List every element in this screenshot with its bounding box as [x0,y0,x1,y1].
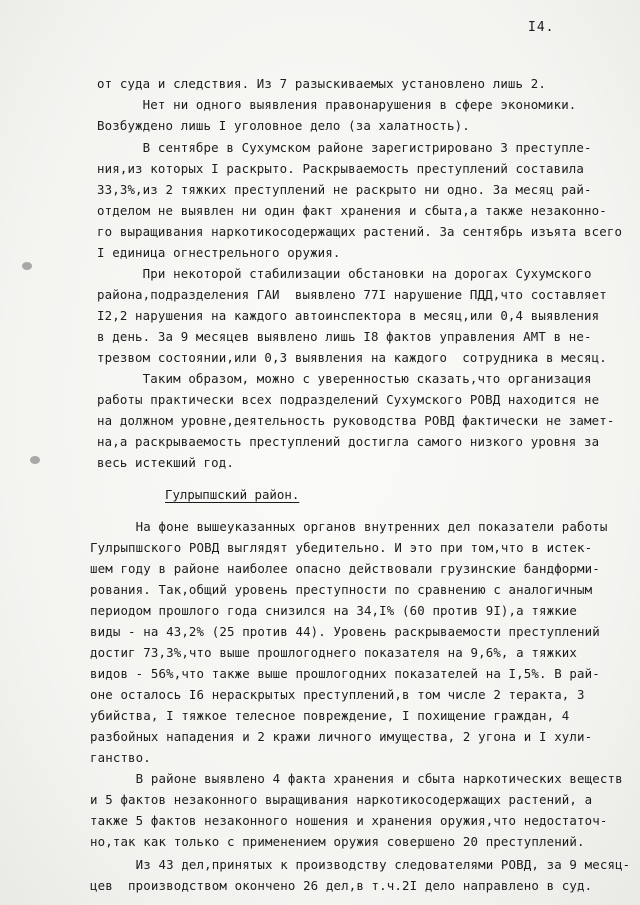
text-line: периодом прошлого года снизился на 34,I% (60 против 9I),а тяжкие [90,603,578,618]
text-line: В районе выявлено 4 факта хранения и сбыта наркотических веществ [90,771,623,786]
text-line: на,а раскрываемость преступлений достигла самого низкого уровня за [97,434,600,449]
text-line: виды - на 43,2% (25 против 44). Уровень раскрываемости преступлений [90,624,600,639]
text-line: убийства, I тяжкое телесное повреждение, I похищение граждан, 4 [90,708,570,723]
text-line: ганство. [90,750,151,765]
text-line: района,подразделения ГАИ выявлено 77I нарушение ПДД,что составляет [97,287,607,302]
text-line: но,так как только с применением оружия совершено 20 преступлений. [90,834,585,849]
text-line: I единица огнестрельного оружия. [97,245,341,260]
text-line: также 5 фактов незаконного ношения и хранения оружия,что недостаточ- [90,813,608,828]
text-line: Из 43 дел,принятых к производству следователями РОВД, за 9 месяц- [90,857,631,872]
text-line: 33,3%,из 2 тяжких преступлений не раскрыто ни одно. За месяц рай- [97,182,592,197]
text-line: на должном уровне,деятельность руководства РОВД фактически не замет- [97,413,615,428]
text-line: цев производством окончено 26 дел,в т.ч.2I дело направлено в суд. [90,878,593,893]
text-line: На фоне вышеуказанных органов внутренних дел показатели работы [90,519,608,534]
text-line: Таким образом, можно с уверенностью сказать,что организация [97,371,592,386]
text-line: в день. За 9 месяцев выявлено лишь I8 фактов управления АМТ в не- [97,329,592,344]
text-line: Нет ни одного выявления правонарушения в сфере экономики. [97,97,577,112]
text-line: трезвом состоянии,или 0,3 выявления на каждого сотрудника в месяц. [97,350,607,365]
text-line: разбойных нападения и 2 кражи личного имущества, 2 угона и I хули- [90,729,593,744]
text-line: оне осталось I6 нераскрытых преступлений,в том числе 2 теракта, 3 [90,687,585,702]
page-number: I4. [528,20,555,35]
binding-hole-mark [22,262,32,270]
section-heading: Гулрыпшский район. [165,487,300,502]
text-line: Гулрыпшского РОВД выглядят убедительно. И это при том,что в истек- [90,540,593,555]
binding-hole-mark [30,456,40,464]
text-line: отделом не выявлен ни один факт хранения и сбыта,а также незаконно- [97,203,607,218]
text-line: и 5 фактов незаконного выращивания наркотикосодержащих растений, а [90,792,593,807]
text-line: шем году в районе наиболее опасно действовали грузинские бандформи- [90,561,600,576]
text-line: от суда и следствия. Из 7 разыскиваемых установлено лишь 2. [97,76,546,91]
text-line: В сентябре в Сухумском районе зарегистрировано 3 преступле- [97,140,592,155]
text-line: видов - 56%,что также выше прошлогодних показателей на I,5%. В рай- [90,666,600,681]
text-line: При некоторой стабилизации обстановки на дорогах Сухумского [97,266,592,281]
text-line: Возбуждено лишь I уголовное дело (за халатность). [97,118,470,133]
text-line: работы практически всех подразделений Сухумского РОВД находится не [97,392,600,407]
text-line: весь истекший год. [97,455,234,470]
text-line: рования. Так,общий уровень преступности по сравнению с аналогичным [90,582,593,597]
text-line: I2,2 нарушения на каждого автоинспектора в месяц,или 0,4 выявления [97,308,600,323]
text-line: ния,из которых I раскрыто. Раскрываемость преступлений составила [97,161,585,176]
text-line: го выращивания наркотикосодержащих растений. За сентябрь изъята всего [97,224,623,239]
text-line: достиг 73,3%,что выше прошлогоднего показателя на 9,6%, а тяжких [90,645,578,660]
